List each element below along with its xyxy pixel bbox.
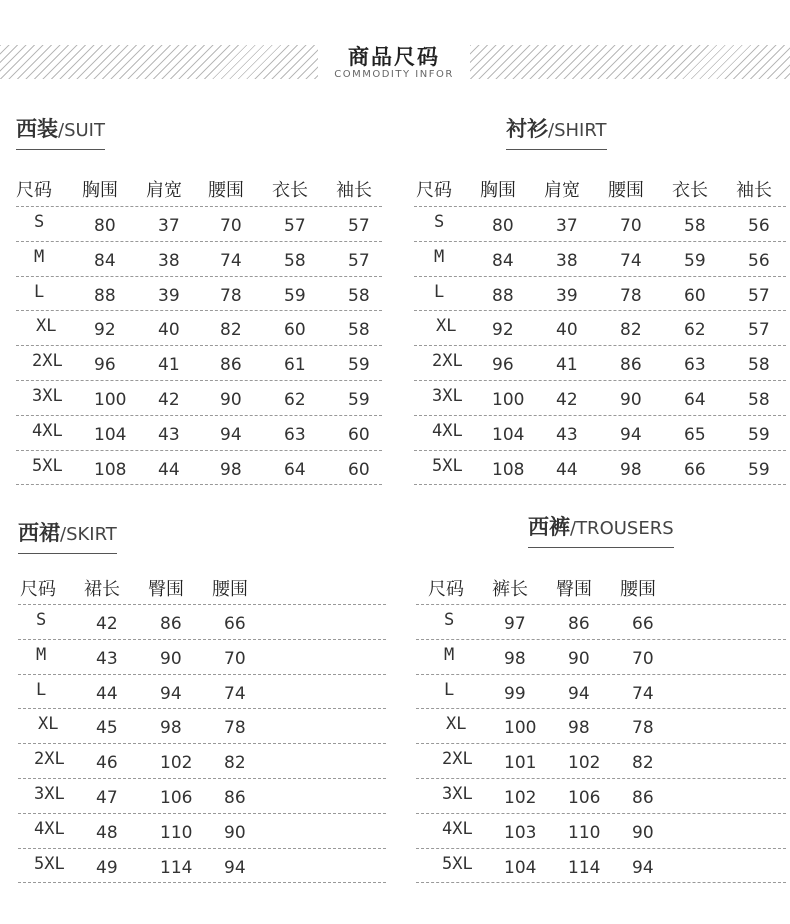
suit-measurement-cell: 60	[284, 320, 306, 341]
shirt-row-divider	[414, 310, 786, 311]
suit-measurement-cell: 70	[220, 216, 242, 236]
suit-row-divider	[16, 415, 382, 416]
suit-column-header: 肩宽	[146, 180, 182, 201]
skirt-size-label: 2XL	[34, 749, 65, 770]
suit-measurement-cell: 86	[220, 355, 242, 376]
skirt-measurement-cell: 90	[160, 648, 182, 669]
suit-column-header: 袖长	[336, 180, 372, 201]
suit-size-label: L	[34, 281, 45, 302]
suit-measurement-cell: 90	[220, 390, 242, 410]
skirt-size-label: 5XL	[34, 853, 65, 874]
suit-measurement-cell: 38	[158, 250, 180, 271]
skirt-row-divider	[18, 674, 386, 675]
suit-column-header: 腰围	[208, 180, 244, 201]
skirt-row-divider	[18, 708, 386, 709]
suit-section-title	[16, 116, 105, 150]
shirt-measurement-cell: 92	[492, 320, 514, 341]
shirt-size-label: M	[434, 246, 445, 267]
skirt-row-divider	[18, 604, 386, 605]
suit-measurement-cell: 59	[348, 355, 370, 376]
shirt-measurement-cell: 82	[620, 320, 642, 341]
trousers-column-header: 尺码	[428, 579, 464, 600]
shirt-row-divider	[414, 206, 786, 207]
shirt-measurement-cell: 63	[684, 355, 706, 376]
shirt-measurement-cell: 94	[620, 424, 642, 445]
suit-measurement-cell: 63	[284, 424, 306, 445]
suit-size-label: 3XL	[32, 386, 63, 406]
suit-measurement-cell: 43	[158, 424, 180, 445]
shirt-row-divider	[414, 276, 786, 277]
suit-row-divider	[16, 380, 382, 381]
skirt-measurement-cell: 106	[160, 788, 193, 808]
shirt-measurement-cell: 96	[492, 355, 514, 376]
shirt-measurement-cell: 70	[620, 216, 642, 236]
shirt-measurement-cell: 43	[556, 424, 578, 445]
skirt-measurement-cell: 110	[160, 822, 193, 843]
shirt-measurement-cell: 40	[556, 320, 578, 341]
shirt-size-label: 5XL	[432, 455, 463, 476]
trousers-measurement-cell: 94	[568, 683, 590, 704]
suit-measurement-cell: 80	[94, 216, 116, 236]
suit-measurement-cell: 104	[94, 424, 127, 445]
suit-measurement-cell: 58	[348, 285, 370, 306]
suit-size-label: 4XL	[32, 420, 63, 441]
suit-title-en: /SUIT	[58, 120, 105, 141]
shirt-row-divider	[414, 450, 786, 451]
suit-size-label: XL	[36, 316, 57, 337]
trousers-column-header: 裤长	[492, 579, 528, 600]
skirt-row-divider	[18, 778, 386, 779]
shirt-measurement-cell: 74	[620, 250, 642, 271]
skirt-measurement-cell: 114	[160, 857, 193, 878]
shirt-measurement-cell: 60	[684, 285, 706, 306]
shirt-measurement-cell: 56	[748, 250, 770, 271]
trousers-size-label: S	[444, 610, 455, 630]
header-hatch-left	[0, 45, 318, 79]
shirt-measurement-cell: 66	[684, 459, 706, 480]
skirt-measurement-cell: 90	[224, 822, 246, 843]
suit-measurement-cell: 82	[220, 320, 242, 341]
skirt-size-label: 4XL	[34, 818, 65, 839]
skirt-row-divider	[18, 743, 386, 744]
shirt-column-header: 尺码	[416, 180, 452, 201]
trousers-size-label: 5XL	[442, 853, 473, 874]
skirt-size-label: S	[36, 610, 47, 630]
suit-measurement-cell: 40	[158, 320, 180, 341]
suit-measurement-cell: 41	[158, 355, 180, 376]
skirt-measurement-cell: 45	[96, 718, 118, 739]
trousers-measurement-cell: 103	[504, 822, 537, 843]
shirt-column-header: 腰围	[608, 180, 644, 201]
shirt-row-divider	[414, 380, 786, 381]
shirt-measurement-cell: 58	[748, 355, 770, 376]
shirt-section-title	[506, 116, 607, 150]
trousers-row-divider	[416, 674, 786, 675]
suit-measurement-cell: 44	[158, 459, 180, 480]
skirt-row-divider	[18, 882, 386, 883]
shirt-row-divider	[414, 484, 786, 485]
shirt-measurement-cell: 80	[492, 216, 514, 236]
suit-measurement-cell: 84	[94, 250, 116, 271]
suit-size-label: 2XL	[32, 351, 63, 372]
skirt-measurement-cell: 74	[224, 683, 246, 704]
trousers-measurement-cell: 94	[632, 857, 654, 878]
skirt-size-label: XL	[38, 714, 59, 735]
trousers-column-header: 腰围	[620, 579, 656, 600]
shirt-row-divider	[414, 415, 786, 416]
trousers-measurement-cell: 97	[504, 614, 526, 634]
skirt-column-header: 腰围	[212, 579, 248, 600]
shirt-measurement-cell: 62	[684, 320, 706, 341]
skirt-row-divider	[18, 639, 386, 640]
shirt-measurement-cell: 37	[556, 216, 578, 236]
suit-measurement-cell: 57	[284, 216, 306, 236]
trousers-section-title	[528, 514, 674, 548]
shirt-measurement-cell: 64	[684, 390, 706, 410]
skirt-measurement-cell: 66	[224, 614, 246, 634]
shirt-measurement-cell: 100	[492, 390, 525, 410]
shirt-measurement-cell: 78	[620, 285, 642, 306]
trousers-row-divider	[416, 882, 786, 883]
suit-column-header: 衣长	[272, 180, 308, 201]
shirt-measurement-cell: 104	[492, 424, 525, 445]
skirt-size-label: 3XL	[34, 784, 65, 804]
shirt-measurement-cell: 44	[556, 459, 578, 480]
suit-measurement-cell: 60	[348, 424, 370, 445]
suit-row-divider	[16, 206, 382, 207]
trousers-measurement-cell: 101	[504, 753, 537, 774]
shirt-measurement-cell: 58	[748, 390, 770, 410]
skirt-row-divider	[18, 848, 386, 849]
suit-measurement-cell: 88	[94, 285, 116, 306]
shirt-measurement-cell: 98	[620, 459, 642, 480]
skirt-column-header: 尺码	[20, 579, 56, 600]
shirt-size-label: L	[434, 281, 445, 302]
shirt-size-label: 2XL	[432, 351, 463, 372]
skirt-measurement-cell: 86	[160, 614, 182, 634]
skirt-size-label: L	[36, 679, 47, 700]
suit-measurement-cell: 64	[284, 459, 306, 480]
suit-measurement-cell: 39	[158, 285, 180, 306]
shirt-column-header: 胸围	[480, 180, 516, 201]
skirt-measurement-cell: 70	[224, 648, 246, 669]
shirt-measurement-cell: 56	[748, 216, 770, 236]
suit-measurement-cell: 108	[94, 459, 127, 480]
trousers-row-divider	[416, 639, 786, 640]
trousers-measurement-cell: 102	[504, 788, 537, 808]
suit-measurement-cell: 94	[220, 424, 242, 445]
suit-measurement-cell: 59	[348, 390, 370, 410]
header-hatch-right	[470, 45, 790, 79]
suit-size-label: M	[34, 246, 45, 267]
suit-row-divider	[16, 450, 382, 451]
suit-measurement-cell: 58	[284, 250, 306, 271]
suit-row-divider	[16, 276, 382, 277]
skirt-size-label: M	[36, 644, 47, 665]
shirt-size-label: 3XL	[432, 386, 463, 406]
trousers-measurement-cell: 70	[632, 648, 654, 669]
skirt-measurement-cell: 94	[160, 683, 182, 704]
shirt-column-header: 袖长	[736, 180, 772, 201]
suit-measurement-cell: 74	[220, 250, 242, 271]
trousers-measurement-cell: 102	[568, 753, 601, 774]
trousers-size-label: 3XL	[442, 784, 473, 804]
suit-title-cn: 西装	[16, 117, 58, 141]
suit-column-header: 胸围	[82, 180, 118, 201]
suit-measurement-cell: 59	[284, 285, 306, 306]
trousers-row-divider	[416, 708, 786, 709]
trousers-measurement-cell: 114	[568, 857, 601, 878]
shirt-row-divider	[414, 345, 786, 346]
trousers-title-cn: 西裤	[528, 515, 570, 539]
skirt-measurement-cell: 86	[224, 788, 246, 808]
trousers-measurement-cell: 78	[632, 718, 654, 739]
page-subtitle: COMMODITY INFOR	[334, 69, 454, 80]
suit-row-divider	[16, 310, 382, 311]
suit-measurement-cell: 100	[94, 390, 127, 410]
shirt-size-label: S	[434, 212, 445, 232]
trousers-size-label: 2XL	[442, 749, 473, 770]
skirt-measurement-cell: 82	[224, 753, 246, 774]
suit-size-label: 5XL	[32, 455, 63, 476]
skirt-title-cn: 西裙	[18, 521, 60, 545]
trousers-size-label: M	[444, 644, 455, 665]
suit-row-divider	[16, 241, 382, 242]
trousers-row-divider	[416, 848, 786, 849]
shirt-measurement-cell: 57	[748, 320, 770, 341]
trousers-title-en: /TROUSERS	[570, 518, 674, 539]
shirt-measurement-cell: 108	[492, 459, 525, 480]
shirt-measurement-cell: 90	[620, 390, 642, 410]
trousers-measurement-cell: 74	[632, 683, 654, 704]
shirt-measurement-cell: 86	[620, 355, 642, 376]
trousers-row-divider	[416, 604, 786, 605]
skirt-measurement-cell: 98	[160, 718, 182, 739]
skirt-column-header: 裙长	[84, 579, 120, 600]
shirt-measurement-cell: 57	[748, 285, 770, 306]
shirt-title-cn: 衬衫	[506, 117, 548, 141]
skirt-row-divider	[18, 813, 386, 814]
skirt-measurement-cell: 102	[160, 753, 193, 774]
trousers-measurement-cell: 104	[504, 857, 537, 878]
trousers-row-divider	[416, 778, 786, 779]
trousers-measurement-cell: 90	[568, 648, 590, 669]
skirt-measurement-cell: 48	[96, 822, 118, 843]
shirt-measurement-cell: 38	[556, 250, 578, 271]
suit-measurement-cell: 57	[348, 216, 370, 236]
trousers-measurement-cell: 100	[504, 718, 537, 739]
suit-measurement-cell: 62	[284, 390, 306, 410]
suit-row-divider	[16, 345, 382, 346]
skirt-section-title	[18, 520, 117, 554]
skirt-measurement-cell: 78	[224, 718, 246, 739]
trousers-measurement-cell: 90	[632, 822, 654, 843]
suit-measurement-cell: 60	[348, 459, 370, 480]
suit-measurement-cell: 61	[284, 355, 306, 376]
trousers-row-divider	[416, 813, 786, 814]
suit-measurement-cell: 78	[220, 285, 242, 306]
suit-column-header: 尺码	[16, 180, 52, 201]
trousers-measurement-cell: 98	[504, 648, 526, 669]
suit-measurement-cell: 42	[158, 390, 180, 410]
shirt-row-divider	[414, 241, 786, 242]
shirt-size-label: 4XL	[432, 420, 463, 441]
suit-measurement-cell: 57	[348, 250, 370, 271]
shirt-measurement-cell: 59	[748, 424, 770, 445]
skirt-measurement-cell: 47	[96, 788, 118, 808]
suit-row-divider	[16, 484, 382, 485]
shirt-measurement-cell: 58	[684, 216, 706, 236]
shirt-measurement-cell: 84	[492, 250, 514, 271]
shirt-measurement-cell: 65	[684, 424, 706, 445]
skirt-measurement-cell: 49	[96, 857, 118, 878]
trousers-size-label: 4XL	[442, 818, 473, 839]
skirt-measurement-cell: 94	[224, 857, 246, 878]
trousers-measurement-cell: 86	[568, 614, 590, 634]
trousers-size-label: L	[444, 679, 455, 700]
trousers-column-header: 臀围	[556, 579, 592, 600]
suit-size-label: S	[34, 212, 45, 232]
shirt-measurement-cell: 39	[556, 285, 578, 306]
page-title: 商品尺码	[348, 45, 440, 69]
skirt-title-en: /SKIRT	[60, 524, 117, 545]
skirt-column-header: 臀围	[148, 579, 184, 600]
suit-measurement-cell: 58	[348, 320, 370, 341]
shirt-measurement-cell: 88	[492, 285, 514, 306]
suit-measurement-cell: 92	[94, 320, 116, 341]
trousers-measurement-cell: 98	[568, 718, 590, 739]
shirt-measurement-cell: 42	[556, 390, 578, 410]
skirt-measurement-cell: 46	[96, 753, 118, 774]
skirt-measurement-cell: 42	[96, 614, 118, 634]
suit-measurement-cell: 37	[158, 216, 180, 236]
shirt-title-en: /SHIRT	[548, 120, 607, 141]
shirt-column-header: 衣长	[672, 180, 708, 201]
trousers-measurement-cell: 66	[632, 614, 654, 634]
suit-measurement-cell: 98	[220, 459, 242, 480]
shirt-measurement-cell: 59	[684, 250, 706, 271]
trousers-measurement-cell: 106	[568, 788, 601, 808]
shirt-measurement-cell: 59	[748, 459, 770, 480]
skirt-measurement-cell: 43	[96, 648, 118, 669]
shirt-measurement-cell: 41	[556, 355, 578, 376]
trousers-row-divider	[416, 743, 786, 744]
shirt-column-header: 肩宽	[544, 180, 580, 201]
suit-measurement-cell: 96	[94, 355, 116, 376]
trousers-measurement-cell: 99	[504, 683, 526, 704]
skirt-measurement-cell: 44	[96, 683, 118, 704]
trousers-measurement-cell: 82	[632, 753, 654, 774]
trousers-measurement-cell: 86	[632, 788, 654, 808]
trousers-size-label: XL	[446, 714, 467, 735]
trousers-measurement-cell: 110	[568, 822, 601, 843]
shirt-size-label: XL	[436, 316, 457, 337]
